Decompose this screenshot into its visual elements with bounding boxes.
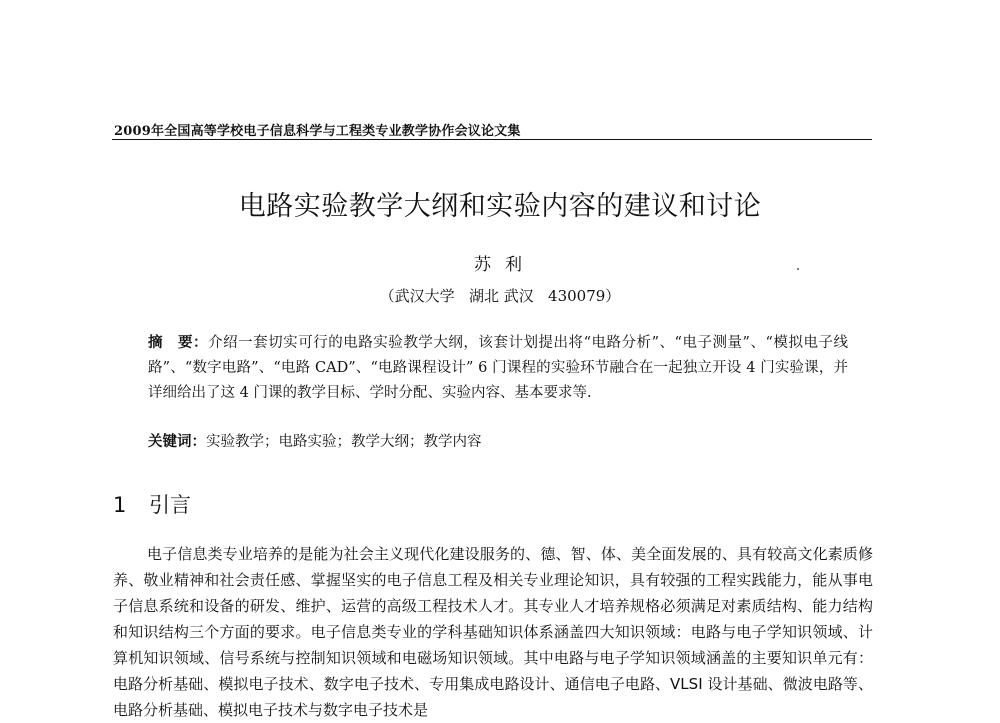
section-heading xyxy=(113,489,191,519)
author-name: 苏利 xyxy=(474,255,536,275)
keywords-label: 关键词： xyxy=(148,434,206,450)
body-paragraph: 电子信息类专业培养的是能为社会主义现代化建设服务的、德、智、体、美全面发展的、具有较高文化素质修养、敬业精神和社会责任感、掌握坚实的电子信息工程及相关专业理论知识，具有较强的工程实践能力，能从事电子信息系统和设备的研发、维护、运营的高级工程技术人才。其专业人才培养规格必须满足对素质结构、能力结构和知识结构三个方面的要求。电子信息类专业的学科基础知识体系涵盖四大知识领域：电路与电子学知识领域、计算机知识领域、信号系统与控制知识领域和电磁场知识领域。其中电路与电子学知识领域涵盖的主要知识单元有：电路分析基础、模拟电子技术、数字电子技术、专用集成电路设计、通信电子电路、VLSI 设计基础、微波电路等、电路分析基础、模拟电子技术与数字电子技术是 xyxy=(113,545,873,719)
header-rule xyxy=(112,139,872,140)
abstract xyxy=(148,330,848,406)
paper-title: 电路实验教学大纲和实验内容的建议和讨论 xyxy=(238,191,762,222)
section-title: 引言 xyxy=(149,493,191,517)
keywords xyxy=(148,430,848,455)
abstract-text: 介绍一套切实可行的电路实验教学大纲，该套计划提出将“电路分析”、“电子测量”、“模拟电子线路”、“数字电路”、“电路 CAD”、“电路课程设计” 6 门课程的实验环节融合在一起独立开设 4 门实验课，并详细给出了这 4 门课的教学目标、学时分配、实验内容、基本要求等. xyxy=(148,335,848,401)
keywords-text: 实验教学；电路实验；教学大纲；教学内容 xyxy=(206,434,482,450)
abstract-label: 摘 要： xyxy=(148,334,209,351)
author-affiliation: （武汉大学 湖北 武汉 430079） xyxy=(379,287,621,305)
scan-speck xyxy=(797,268,799,270)
section-number: 1 xyxy=(113,493,127,517)
running-header: 2009年全国高等学校电子信息科学与工程类专业教学协作会议论文集 xyxy=(114,124,521,139)
